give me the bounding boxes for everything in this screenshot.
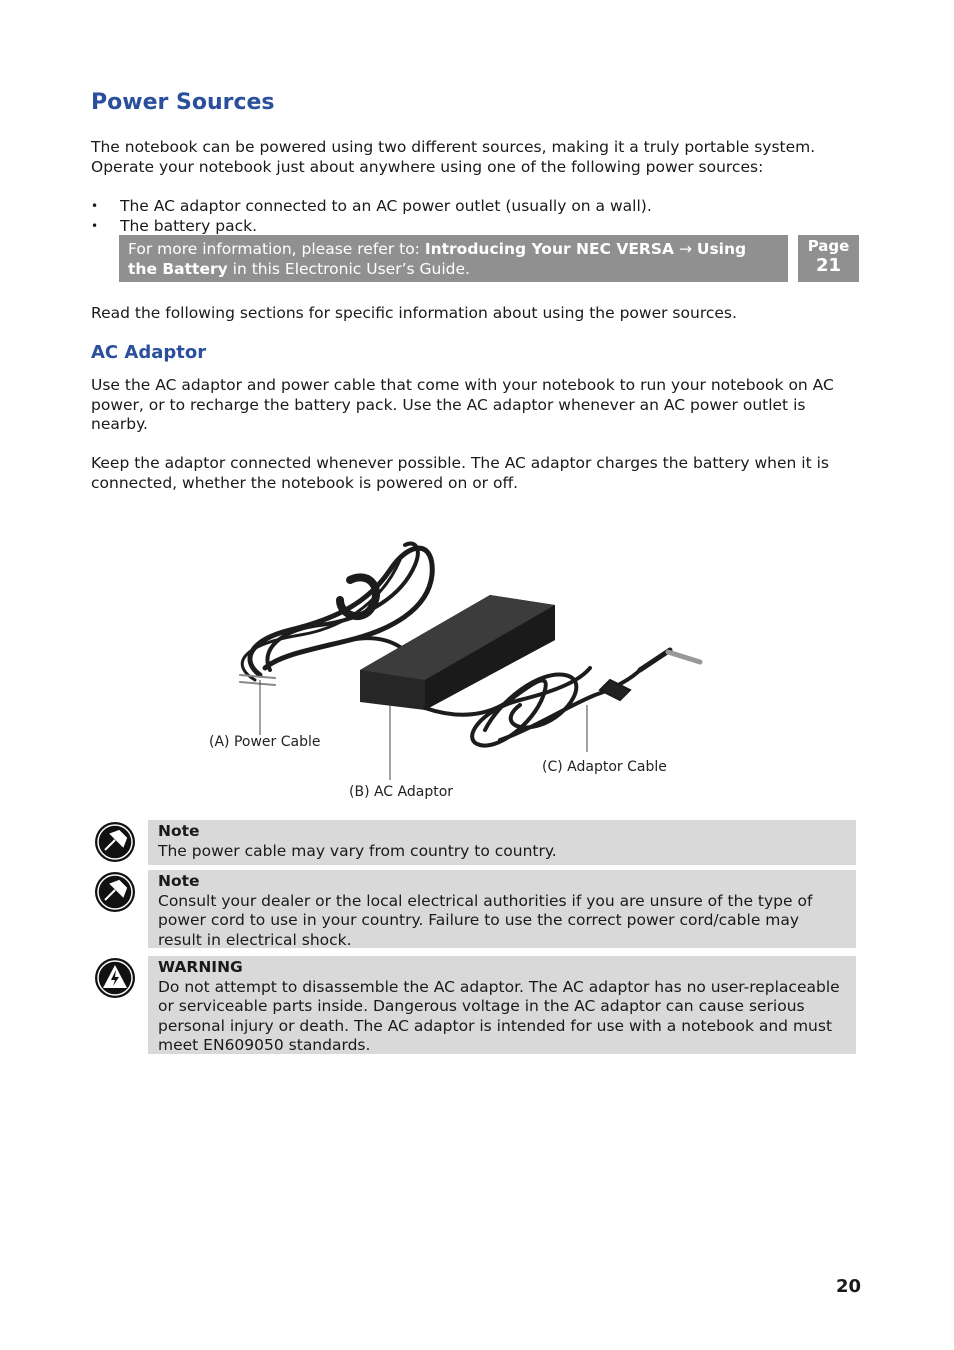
page-reference-label: Page — [807, 237, 850, 255]
page-title: Power Sources — [91, 90, 275, 115]
reference-prefix: For more information, please refer to: — [128, 240, 425, 258]
warning-box — [148, 956, 856, 1054]
ac-adaptor-brick-illustration — [360, 595, 555, 710]
note-title: Note — [158, 872, 200, 890]
warning-title: WARNING — [158, 958, 243, 976]
reference-arrow: → — [674, 240, 697, 258]
note-title: Note — [158, 822, 200, 840]
reference-suffix: in this Electronic User’s Guide. — [227, 260, 470, 278]
page-reference-button[interactable] — [798, 235, 859, 282]
read-following-paragraph: Read the following sections for specific information about using the power sources. — [91, 304, 737, 322]
note-text: The power cable may vary from country to country. — [158, 841, 557, 860]
warning-icon — [93, 956, 137, 1000]
note-box — [148, 820, 856, 865]
callout-adaptor-cable: (C) Adaptor Cable — [542, 759, 667, 775]
warning-text: Do not attempt to disassemble the AC adaptor. The AC adaptor has no user-replaceable or serviceable parts inside. Dangerous voltage in the AC adaptor can cause serious personal injury or death. The AC adaptor is intended for use with a notebook and must meet EN609050 standards. — [158, 977, 840, 1054]
note-icon — [93, 870, 137, 914]
power-source-list — [91, 197, 652, 236]
page-reference-number: 21 — [815, 255, 842, 276]
note-icon — [93, 820, 137, 864]
callout-ac-adaptor: (B) AC Adaptor — [349, 784, 454, 800]
intro-paragraph: The notebook can be powered using two different sources, making it a truly portable system. Operate your notebook just about anywhere using one of the following power sources: — [91, 138, 816, 176]
ac-adaptor-figure — [200, 530, 760, 810]
page-number: 20 — [836, 1276, 862, 1297]
ac-adaptor-paragraph-2: Keep the adaptor connected whenever possible. The AC adaptor charges the battery when it is connected, whether the notebook is powered on or off. — [91, 454, 829, 492]
reference-link-section[interactable]: Using the Battery — [128, 240, 747, 278]
list-item: • The AC adaptor connected to an AC power outlet (usually on a wall). — [91, 197, 652, 217]
list-item: • The battery pack. — [91, 217, 652, 237]
section-title: AC Adaptor — [91, 342, 207, 363]
callout-power-cable: (A) Power Cable — [209, 734, 321, 750]
reference-link-chapter[interactable]: Introducing Your NEC VERSA — [424, 240, 675, 258]
cross-reference-box — [119, 235, 788, 282]
note-box — [148, 870, 856, 948]
ac-adaptor-paragraph-1: Use the AC adaptor and power cable that come with your notebook to run your notebook on AC power, or to recharge the battery pack. Use the AC adaptor whenever an AC power outlet is nearby. — [91, 376, 834, 433]
note-text: Consult your dealer or the local electrical authorities if you are unsure of the type of power cord to use in your country. Failure to use the correct power cord/cable may result in electrical shock. — [158, 891, 813, 949]
